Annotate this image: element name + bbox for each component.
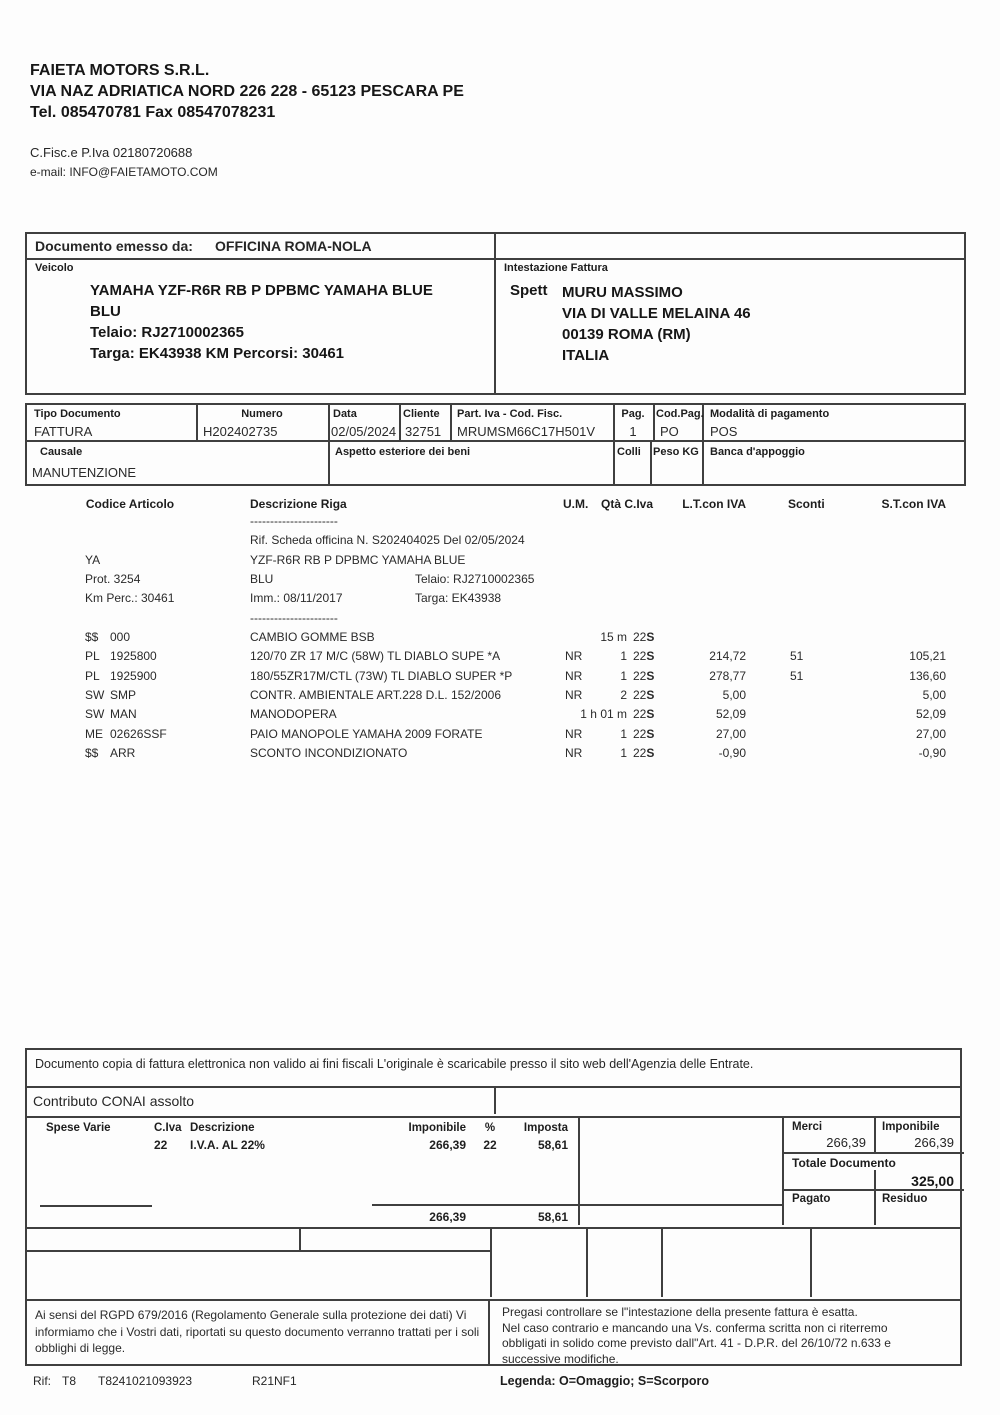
recipient-label: Intestazione Fattura bbox=[504, 262, 608, 274]
item-net-with-vat: 105,21 bbox=[909, 649, 946, 664]
data-value: 02/05/2024 bbox=[331, 424, 397, 439]
tipo-label: Tipo Documento bbox=[34, 408, 121, 420]
vehicle-chassis: Telaio: RJ2710002365 bbox=[90, 324, 244, 341]
cell-causale bbox=[27, 442, 330, 484]
tax-imposta-value: 58,61 bbox=[537, 1138, 568, 1152]
item-description: MANODOPERA bbox=[250, 707, 337, 722]
item-vat-code bbox=[633, 746, 654, 760]
col-lt-con-iva: L.T.con IVA bbox=[682, 497, 746, 511]
item-description: CONTR. AMBIENTALE ART.228 D.L. 152/2006 bbox=[250, 688, 502, 703]
cliente-label: Cliente bbox=[403, 408, 440, 420]
item-um: NR bbox=[565, 688, 583, 703]
item-code: 000 bbox=[110, 630, 131, 645]
item-description: Imm.: 08/11/2017 bbox=[250, 591, 343, 606]
item-description: ---------------------- bbox=[250, 610, 338, 625]
item-vat-flag: S bbox=[646, 668, 655, 683]
cell-numero bbox=[196, 405, 330, 440]
tax-percent-value: 22 bbox=[483, 1138, 497, 1152]
item-code-prefix: $$ bbox=[85, 630, 99, 645]
e-invoice-notice-box bbox=[25, 1048, 962, 1088]
causale-label: Causale bbox=[40, 446, 83, 458]
percent-label: % bbox=[484, 1122, 496, 1134]
item-um: NR bbox=[565, 649, 583, 664]
item-code: MAN bbox=[110, 707, 137, 722]
item-quantity: 1 bbox=[620, 746, 627, 761]
check-note-box bbox=[490, 1301, 962, 1366]
company-phone-fax: Tel. 085470781 Fax 08547078231 bbox=[30, 104, 276, 121]
item-description-extra: Telaio: RJ2710002365 bbox=[415, 572, 535, 587]
item-vat: 22 bbox=[633, 668, 647, 683]
privacy-text bbox=[35, 1307, 479, 1357]
item-code-prefix: ME bbox=[85, 726, 103, 741]
divider-line bbox=[494, 234, 496, 393]
item-quantity: 1 bbox=[620, 726, 627, 741]
divider-line bbox=[661, 1229, 663, 1297]
item-vat-flag: S bbox=[646, 630, 655, 645]
item-description: 180/55ZR17M/CTL (73W) TL DIABLO SUPER *P bbox=[250, 668, 513, 683]
item-vat-code bbox=[633, 649, 654, 663]
item-total-with-vat: 27,00 bbox=[715, 726, 746, 741]
descrizione-label: Descrizione bbox=[190, 1122, 255, 1134]
pagato-label: Pagato bbox=[792, 1193, 831, 1205]
issued-by-value: OFFICINA ROMA-NOLA bbox=[215, 238, 372, 254]
table-row bbox=[0, 669, 1000, 688]
divider-line bbox=[578, 1118, 580, 1225]
numero-value: H202402735 bbox=[203, 424, 278, 439]
item-code-prefix: SW bbox=[85, 707, 105, 722]
item-net-with-vat: 52,09 bbox=[915, 707, 946, 722]
rif-label: Rif: bbox=[33, 1374, 51, 1388]
cell-aspetto-beni bbox=[328, 442, 615, 484]
item-net-with-vat: -0,90 bbox=[918, 746, 946, 761]
cell-peso bbox=[650, 442, 704, 484]
colli-label: Colli bbox=[617, 446, 641, 458]
tax-imponibile-value: 266,39 bbox=[429, 1138, 466, 1152]
summary-imponibile-value: 266,39 bbox=[914, 1135, 954, 1150]
check-note-line: successive modifiche. bbox=[502, 1351, 619, 1366]
item-total-with-vat: 5,00 bbox=[722, 688, 746, 703]
item-code-prefix: PL bbox=[85, 668, 100, 683]
check-note-text bbox=[502, 1305, 891, 1367]
item-code-prefix: $$ bbox=[85, 746, 99, 761]
check-note-line: Pregasi controllare se l"intestazione della presente fattura è esatta. bbox=[502, 1305, 858, 1319]
item-description: ---------------------- bbox=[250, 514, 338, 528]
legend-text: Legenda: O=Omaggio; S=Scorporo bbox=[500, 1374, 710, 1388]
footer bbox=[0, 1374, 1000, 1392]
cell-tipo-documento bbox=[27, 405, 198, 440]
item-vat: 22 bbox=[633, 746, 647, 761]
tax-desc-value: I.V.A. AL 22% bbox=[190, 1138, 265, 1152]
item-um: NR bbox=[565, 726, 583, 741]
cell-partita-iva bbox=[450, 405, 615, 440]
modalita-label: Modalità di pagamento bbox=[710, 408, 830, 420]
item-vat: 22 bbox=[633, 688, 647, 703]
col-sconti: Sconti bbox=[788, 497, 825, 511]
item-total-with-vat: 52,09 bbox=[715, 707, 746, 722]
merci-value: 266,39 bbox=[826, 1135, 866, 1150]
cell-modalita-pagamento bbox=[702, 405, 964, 440]
tax-summary-box bbox=[25, 1118, 962, 1229]
recipient-country: ITALIA bbox=[562, 347, 610, 364]
items-table-header bbox=[0, 497, 1000, 513]
check-note-line: Nel caso contrario e mancando una Vs. conferma scritta non ci riterremo bbox=[502, 1320, 888, 1335]
item-total-with-vat: 214,72 bbox=[709, 649, 746, 664]
item-quantity: 1 bbox=[620, 649, 627, 664]
totale-documento-label: Totale Documento bbox=[792, 1156, 896, 1170]
cell-pagina bbox=[613, 405, 655, 440]
divider-line bbox=[782, 1152, 964, 1154]
conai-box bbox=[25, 1088, 962, 1118]
item-vat-code bbox=[633, 727, 654, 741]
imponibile-label: Imponibile bbox=[408, 1122, 466, 1134]
banca-label: Banca d'appoggio bbox=[710, 446, 805, 458]
item-code: 02626SSF bbox=[110, 726, 167, 741]
item-vat-flag: S bbox=[646, 726, 655, 741]
total-imposta: 58,61 bbox=[537, 1210, 568, 1224]
conai-text: Contributo CONAI assolto bbox=[33, 1093, 195, 1109]
item-net-with-vat: 136,60 bbox=[909, 668, 946, 683]
item-code-prefix: Km Perc.: 30461 bbox=[85, 591, 175, 606]
company-name: FAIETA MOTORS S.R.L. bbox=[30, 62, 210, 79]
item-code-prefix: Prot. 3254 bbox=[85, 572, 141, 587]
check-note-line: obbligati in solido come previsto dall"Art. 41 - D.P.R. del 26/10/72 n.633 e bbox=[502, 1336, 891, 1350]
company-fiscal-code: C.Fisc.e P.Iva 02180720688 bbox=[30, 145, 193, 160]
item-description: CAMBIO GOMME BSB bbox=[250, 630, 375, 645]
item-um: NR bbox=[565, 746, 583, 761]
rif-value: T8 bbox=[62, 1374, 77, 1388]
issued-by-label: Documento emesso da: bbox=[35, 238, 193, 254]
item-quantity: 1 h 01 m bbox=[580, 707, 627, 722]
divider-line bbox=[490, 1229, 492, 1297]
summary-imponibile-label: Imponibile bbox=[882, 1121, 940, 1133]
numero-label: Numero bbox=[241, 408, 283, 420]
cliente-value: 32751 bbox=[405, 424, 442, 439]
recipient-name: MURU MASSIMO bbox=[562, 284, 683, 301]
cell-data bbox=[328, 405, 401, 440]
privacy-box bbox=[25, 1301, 490, 1366]
table-row bbox=[0, 572, 1000, 591]
divider-line bbox=[586, 1229, 588, 1297]
item-vat-flag: S bbox=[646, 688, 655, 703]
item-um: NR bbox=[565, 668, 583, 683]
item-vat-flag: S bbox=[646, 649, 655, 664]
recipient-salutation: Spett bbox=[510, 282, 548, 299]
codpag-label: Cod.Pag. bbox=[656, 408, 704, 420]
table-row bbox=[0, 630, 1000, 649]
total-rule-line bbox=[372, 1204, 782, 1206]
merci-label: Merci bbox=[792, 1121, 823, 1133]
item-vat-code bbox=[633, 630, 654, 644]
causale-value: MANUTENZIONE bbox=[32, 465, 136, 480]
item-quantity: 1 bbox=[620, 668, 627, 683]
item-quantity: 15 m bbox=[600, 630, 627, 645]
table-row bbox=[0, 611, 1000, 630]
item-code-prefix: YA bbox=[85, 552, 101, 567]
cell-colli bbox=[613, 442, 652, 484]
item-description: BLU bbox=[250, 572, 274, 587]
item-total-with-vat: -0,90 bbox=[718, 746, 746, 761]
vehicle-label: Veicolo bbox=[35, 262, 74, 274]
col-qta-civa: Qtà C.Iva bbox=[601, 497, 654, 511]
item-vat-code bbox=[633, 707, 654, 721]
data-label: Data bbox=[333, 408, 357, 420]
modalita-value: POS bbox=[710, 424, 738, 439]
item-description: 120/70 ZR 17 M/C (58W) TL DIABLO SUPE *A bbox=[250, 649, 501, 664]
item-vat-code bbox=[633, 669, 654, 683]
item-vat: 22 bbox=[633, 707, 647, 722]
imposta-label: Imposta bbox=[523, 1122, 568, 1134]
col-codice-articolo: Codice Articolo bbox=[85, 497, 175, 511]
item-vat: 22 bbox=[633, 726, 647, 741]
table-row bbox=[0, 688, 1000, 707]
item-net-with-vat: 27,00 bbox=[915, 726, 946, 741]
cell-cod-pag bbox=[653, 405, 704, 440]
item-discount: 51 bbox=[790, 649, 804, 664]
piva-label: Part. Iva - Cod. Fisc. bbox=[457, 408, 563, 420]
table-row bbox=[0, 591, 1000, 610]
item-discount: 51 bbox=[790, 668, 804, 683]
table-row bbox=[0, 649, 1000, 668]
col-um: U.M. bbox=[563, 497, 589, 511]
vehicle-recipient-box bbox=[25, 232, 966, 395]
divider-line bbox=[874, 1189, 876, 1225]
privacy-line: obblighi di legge. bbox=[35, 1341, 126, 1355]
item-quantity: 2 bbox=[620, 688, 627, 703]
cell-banca bbox=[702, 442, 964, 484]
item-vat-flag: S bbox=[646, 746, 655, 761]
item-code: 1925900 bbox=[110, 668, 157, 683]
table-row bbox=[0, 727, 1000, 746]
codpag-value: PO bbox=[660, 424, 679, 439]
item-description: SCONTO INCONDIZIONATO bbox=[250, 746, 408, 761]
item-vat-flag: S bbox=[646, 707, 655, 722]
item-description: YZF-R6R RB P DPBMC YAMAHA BLUE bbox=[250, 552, 466, 567]
item-code: SMP bbox=[110, 688, 137, 703]
spese-varie-label: Spese Varie bbox=[46, 1122, 111, 1134]
table-row bbox=[0, 746, 1000, 765]
divider-line bbox=[299, 1229, 301, 1250]
item-description: PAIO MANOPOLE YAMAHA 2009 FORATE bbox=[250, 726, 483, 741]
company-email: e-mail: INFO@FAIETAMOTO.COM bbox=[30, 165, 218, 179]
vehicle-plate-km: Targa: EK43938 KM Percorsi: 30461 bbox=[90, 345, 345, 362]
residuo-label: Residuo bbox=[882, 1193, 928, 1205]
item-description-extra: Targa: EK43938 bbox=[415, 591, 502, 606]
piva-value: MRUMSM66C17H501V bbox=[457, 424, 595, 439]
empty-grid-box bbox=[25, 1229, 962, 1301]
tipo-value: FATTURA bbox=[34, 424, 93, 439]
item-total-with-vat: 278,77 bbox=[709, 668, 746, 683]
items-table-body bbox=[0, 514, 1000, 765]
civa-label: C.Iva bbox=[154, 1122, 182, 1134]
col-st-con-iva: S.T.con IVA bbox=[881, 497, 946, 511]
tax-civa-value: 22 bbox=[154, 1138, 168, 1152]
privacy-line: informiamo che i Vostri dati, riportati su questo documento verranno trattati per i soli bbox=[35, 1324, 480, 1339]
doc-info-row2 bbox=[25, 442, 966, 486]
aspetto-label: Aspetto esteriore dei beni bbox=[335, 446, 471, 458]
recipient-address-block bbox=[562, 282, 751, 366]
cell-cliente bbox=[399, 405, 452, 440]
totale-documento-value: 325,00 bbox=[911, 1173, 954, 1189]
item-vat: 22 bbox=[633, 630, 647, 645]
divider-line bbox=[494, 1088, 496, 1114]
vehicle-model: YAMAHA YZF-R6R RB P DPBMC YAMAHA BLUE bbox=[90, 282, 433, 299]
table-row bbox=[0, 514, 1000, 533]
recipient-city: 00139 ROMA (RM) bbox=[562, 326, 691, 343]
e-invoice-notice: Documento copia di fattura elettronica non valido ai fini fiscali L'originale è scaricabile presso il sito web dell'Agenzia delle Entrate. bbox=[35, 1057, 754, 1071]
company-address: VIA NAZ ADRIATICA NORD 226 228 - 65123 PESCARA PE bbox=[30, 83, 464, 100]
pag-label: Pag. bbox=[621, 408, 645, 420]
item-vat: 22 bbox=[633, 649, 647, 664]
peso-label: Peso KG bbox=[653, 446, 699, 458]
table-row bbox=[0, 553, 1000, 572]
item-code: ARR bbox=[110, 746, 136, 761]
vehicle-info bbox=[90, 280, 433, 364]
total-rule-line bbox=[40, 1205, 152, 1207]
item-code-prefix: PL bbox=[85, 649, 100, 664]
divider-line bbox=[27, 1250, 492, 1252]
divider-line bbox=[810, 1229, 812, 1297]
vehicle-color: BLU bbox=[90, 303, 121, 320]
table-row bbox=[0, 707, 1000, 726]
divider-line bbox=[782, 1189, 964, 1191]
total-imponibile: 266,39 bbox=[429, 1210, 466, 1224]
recipient-street: VIA DI VALLE MELAINA 46 bbox=[562, 305, 751, 322]
item-code-prefix: SW bbox=[85, 688, 105, 703]
item-net-with-vat: 5,00 bbox=[922, 688, 946, 703]
item-vat-code bbox=[633, 688, 654, 702]
table-row bbox=[0, 533, 1000, 552]
item-description: Rif. Scheda officina N. S202404025 Del 02/05/2024 bbox=[250, 533, 525, 548]
privacy-line: Ai sensi del RGPD 679/2016 (Regolamento Generale sulla protezione dei dati) Vi bbox=[35, 1308, 467, 1322]
pag-value: 1 bbox=[629, 424, 637, 439]
item-code: 1925800 bbox=[110, 649, 157, 664]
doc-info-row1 bbox=[25, 403, 966, 442]
footer-code2: R21NF1 bbox=[252, 1374, 297, 1388]
footer-code: T8241021093923 bbox=[98, 1374, 193, 1388]
col-descrizione-riga: Descrizione Riga bbox=[250, 497, 347, 511]
